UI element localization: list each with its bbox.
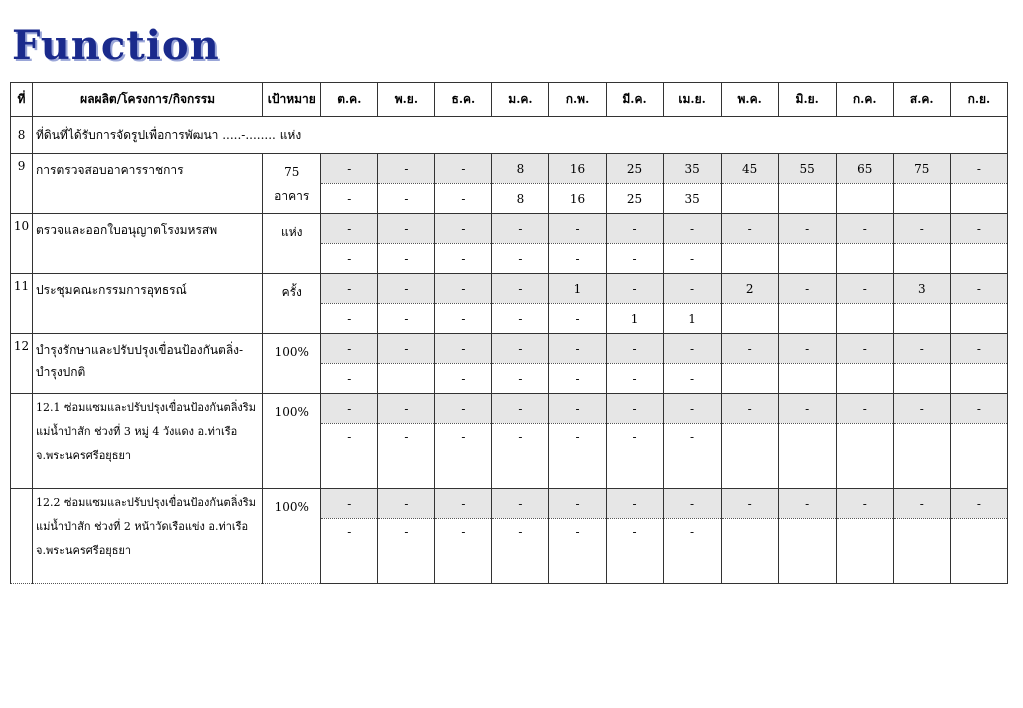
row-target: [263, 489, 321, 584]
actual-cell: -: [663, 519, 721, 584]
actual-cell: -: [663, 424, 721, 489]
row-name: การตรวจสอบอาคารราชการ: [33, 154, 263, 214]
plan-cell: 3: [893, 274, 950, 304]
row-target: [263, 154, 321, 214]
actual-cell: [893, 364, 950, 394]
plan-cell: -: [549, 489, 606, 519]
plan-cell: 65: [836, 154, 893, 184]
plan-cell: -: [836, 214, 893, 244]
actual-cell: -: [492, 304, 549, 334]
plan-cell: -: [721, 214, 778, 244]
row-target-value: 75: [284, 165, 300, 179]
plan-row: [11, 394, 1008, 424]
plan-cell: -: [663, 489, 721, 519]
plan-cell: 25: [606, 154, 663, 184]
row-target-unit: อาคาร: [274, 189, 310, 203]
plan-cell: -: [950, 274, 1007, 304]
plan-cell: -: [378, 489, 435, 519]
actual-cell: [778, 304, 836, 334]
header-month: เม.ย.: [663, 83, 721, 117]
plan-cell: -: [663, 214, 721, 244]
plan-cell: -: [321, 154, 378, 184]
plan-cell: -: [836, 334, 893, 364]
actual-cell: [836, 184, 893, 214]
section-text: ที่ดินที่ได้รับการจัดรูปเพื่อการพัฒนา .....-........ แห่ง: [33, 117, 1008, 154]
plan-cell: -: [606, 274, 663, 304]
actual-cell: -: [435, 244, 492, 274]
actual-cell: [893, 424, 950, 489]
row-name: 12.2 ซ่อมแซมและปรับปรุงเขื่อนป้องกันตลิ่งริมแม่น้ำป่าสัก ช่วงที่ 2 หน้าวัดเรือแข่ง อ.ท่าเรือ จ.พระนครศรีอยุธยา: [33, 489, 263, 584]
actual-cell: -: [435, 424, 492, 489]
row-target: [263, 274, 321, 334]
actual-cell: [721, 364, 778, 394]
header-month: มี.ค.: [606, 83, 663, 117]
plan-cell: -: [893, 334, 950, 364]
actual-cell: -: [549, 244, 606, 274]
actual-cell: 1: [663, 304, 721, 334]
actual-cell: -: [549, 424, 606, 489]
row-no: 12: [11, 334, 33, 394]
actual-cell: -: [435, 519, 492, 584]
actual-cell: -: [378, 304, 435, 334]
schedule-table: [10, 82, 1008, 584]
plan-cell: 75: [893, 154, 950, 184]
plan-cell: -: [378, 394, 435, 424]
actual-cell: 8: [492, 184, 549, 214]
plan-row: [11, 489, 1008, 519]
row-target-value: แห่ง: [281, 225, 303, 239]
plan-cell: -: [378, 214, 435, 244]
row-target-value: 100%: [274, 345, 309, 359]
plan-cell: -: [663, 334, 721, 364]
actual-cell: 25: [606, 184, 663, 214]
header-month: ม.ค.: [492, 83, 549, 117]
header-month: ต.ค.: [321, 83, 378, 117]
plan-cell: -: [435, 214, 492, 244]
plan-cell: -: [378, 154, 435, 184]
plan-cell: -: [778, 334, 836, 364]
plan-cell: -: [492, 489, 549, 519]
plan-cell: -: [663, 274, 721, 304]
header-month: มิ.ย.: [778, 83, 836, 117]
actual-cell: -: [606, 424, 663, 489]
actual-cell: [836, 244, 893, 274]
plan-cell: 55: [778, 154, 836, 184]
header-month: พ.ย.: [378, 83, 435, 117]
actual-cell: -: [435, 184, 492, 214]
plan-cell: -: [435, 334, 492, 364]
plan-cell: -: [778, 274, 836, 304]
actual-cell: -: [321, 304, 378, 334]
plan-cell: -: [950, 214, 1007, 244]
actual-cell: [950, 244, 1007, 274]
actual-cell: 35: [663, 184, 721, 214]
plan-cell: -: [378, 274, 435, 304]
actual-cell: [836, 304, 893, 334]
plan-cell: -: [836, 394, 893, 424]
plan-cell: -: [606, 489, 663, 519]
actual-cell: [778, 244, 836, 274]
plan-cell: 16: [549, 154, 606, 184]
actual-cell: -: [492, 364, 549, 394]
plan-cell: 35: [663, 154, 721, 184]
actual-cell: [721, 184, 778, 214]
actual-cell: -: [435, 364, 492, 394]
actual-cell: -: [549, 519, 606, 584]
plan-cell: -: [663, 394, 721, 424]
actual-cell: [893, 519, 950, 584]
actual-cell: -: [606, 519, 663, 584]
actual-cell: -: [606, 364, 663, 394]
row-target-value: 100%: [274, 500, 309, 514]
actual-cell: [893, 184, 950, 214]
row-name: ตรวจและออกใบอนุญาตโรงมหรสพ: [33, 214, 263, 274]
row-no: 9: [11, 154, 33, 214]
actual-cell: -: [321, 424, 378, 489]
actual-cell: [950, 184, 1007, 214]
plan-row: [11, 334, 1008, 364]
row-name: 12.1 ซ่อมแซมและปรับปรุงเขื่อนป้องกันตลิ่งริมแม่น้ำป่าสัก ช่วงที่ 3 หมู่ 4 วังแดง อ.ท่าเรือ จ.พระนครศรีอยุธยา: [33, 394, 263, 489]
actual-cell: [836, 519, 893, 584]
plan-cell: -: [321, 214, 378, 244]
plan-cell: -: [893, 394, 950, 424]
header-target: เป้าหมาย: [263, 83, 321, 117]
actual-cell: [950, 519, 1007, 584]
actual-cell: -: [549, 304, 606, 334]
actual-cell: [893, 244, 950, 274]
actual-cell: -: [492, 424, 549, 489]
header-month: ก.ย.: [950, 83, 1007, 117]
actual-cell: [778, 184, 836, 214]
plan-cell: -: [836, 489, 893, 519]
actual-cell: -: [663, 244, 721, 274]
actual-cell: [893, 304, 950, 334]
plan-cell: -: [721, 334, 778, 364]
actual-cell: -: [378, 244, 435, 274]
row-target-value: ครั้ง: [281, 285, 302, 299]
plan-cell: -: [549, 214, 606, 244]
header-month: ก.ค.: [836, 83, 893, 117]
actual-cell: -: [492, 519, 549, 584]
plan-cell: 2: [721, 274, 778, 304]
plan-cell: -: [950, 394, 1007, 424]
actual-cell: -: [321, 519, 378, 584]
plan-cell: -: [321, 489, 378, 519]
actual-cell: [721, 304, 778, 334]
plan-cell: -: [606, 394, 663, 424]
plan-cell: -: [435, 394, 492, 424]
actual-cell: [836, 364, 893, 394]
actual-cell: -: [321, 184, 378, 214]
actual-cell: [950, 304, 1007, 334]
plan-cell: -: [435, 489, 492, 519]
actual-cell: -: [321, 364, 378, 394]
header-no: ที่: [11, 83, 33, 117]
row-no: [11, 394, 33, 489]
actual-cell: -: [492, 244, 549, 274]
actual-cell: 1: [606, 304, 663, 334]
plan-cell: -: [606, 334, 663, 364]
row-target: [263, 334, 321, 394]
plan-cell: -: [606, 214, 663, 244]
plan-cell: -: [492, 394, 549, 424]
plan-cell: -: [321, 334, 378, 364]
actual-cell: -: [378, 184, 435, 214]
plan-cell: -: [778, 489, 836, 519]
plan-cell: -: [435, 154, 492, 184]
header-month: ธ.ค.: [435, 83, 492, 117]
plan-cell: -: [778, 394, 836, 424]
header-month: ส.ค.: [893, 83, 950, 117]
plan-cell: -: [721, 489, 778, 519]
row-no: [11, 489, 33, 584]
plan-cell: -: [378, 334, 435, 364]
actual-cell: [721, 244, 778, 274]
actual-cell: -: [321, 244, 378, 274]
row-name: บำรุงรักษาและปรับปรุงเขื่อนป้องกันตลิ่ง- บำรุงปกติ: [33, 334, 263, 394]
actual-cell: [950, 424, 1007, 489]
actual-cell: -: [378, 519, 435, 584]
plan-cell: -: [321, 394, 378, 424]
plan-cell: -: [893, 214, 950, 244]
actual-cell: [950, 364, 1007, 394]
actual-cell: [778, 364, 836, 394]
actual-cell: -: [378, 424, 435, 489]
actual-cell: -: [663, 364, 721, 394]
header-month: ก.พ.: [549, 83, 606, 117]
plan-cell: -: [950, 489, 1007, 519]
plan-row: [11, 274, 1008, 304]
plan-cell: -: [721, 394, 778, 424]
actual-cell: [778, 424, 836, 489]
plan-cell: -: [549, 334, 606, 364]
plan-cell: -: [778, 214, 836, 244]
actual-cell: [721, 519, 778, 584]
row-name: ประชุมคณะกรรมการอุทธรณ์: [33, 274, 263, 334]
plan-cell: -: [492, 274, 549, 304]
plan-cell: -: [549, 394, 606, 424]
plan-cell: -: [492, 214, 549, 244]
plan-cell: 1: [549, 274, 606, 304]
plan-cell: 45: [721, 154, 778, 184]
actual-cell: [836, 424, 893, 489]
actual-cell: [778, 519, 836, 584]
row-target: [263, 394, 321, 489]
actual-cell: 16: [549, 184, 606, 214]
header-month: พ.ค.: [721, 83, 778, 117]
plan-cell: -: [893, 489, 950, 519]
row-target-value: 100%: [274, 405, 309, 419]
section-no: 8: [11, 117, 33, 154]
header-project: ผลผลิต/โครงการ/กิจกรรม: [33, 83, 263, 117]
row-target: [263, 214, 321, 274]
actual-cell: [721, 424, 778, 489]
header-row: [11, 83, 1008, 117]
section-row-8: [11, 117, 1008, 154]
plan-row: [11, 154, 1008, 184]
plan-cell: -: [435, 274, 492, 304]
plan-cell: -: [321, 274, 378, 304]
plan-cell: 8: [492, 154, 549, 184]
plan-cell: -: [950, 334, 1007, 364]
actual-cell: -: [435, 304, 492, 334]
plan-cell: -: [492, 334, 549, 364]
plan-row: [11, 214, 1008, 244]
page-title: Function: [12, 22, 220, 69]
row-no: 11: [11, 274, 33, 334]
actual-cell: -: [549, 364, 606, 394]
actual-cell: [378, 364, 435, 394]
plan-cell: -: [836, 274, 893, 304]
actual-cell: -: [606, 244, 663, 274]
plan-cell: -: [950, 154, 1007, 184]
row-no: 10: [11, 214, 33, 274]
